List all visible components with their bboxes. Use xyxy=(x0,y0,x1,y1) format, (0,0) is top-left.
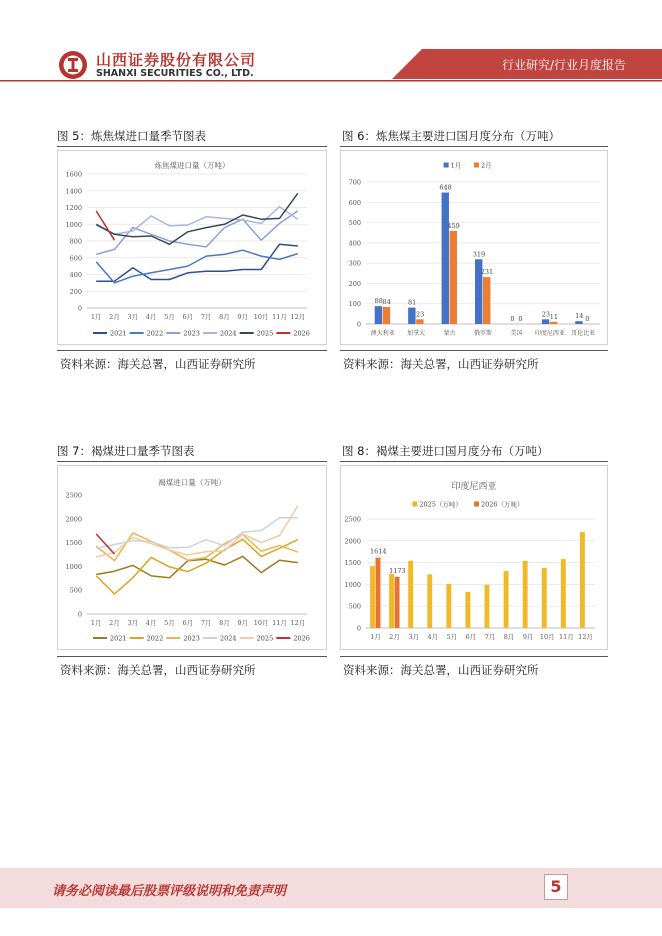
figure-8-x-tick-label: 4月 xyxy=(427,633,439,641)
figure-6-y-tick-label: 500 xyxy=(348,219,361,228)
figure-6-x-tick-label: 印度尼西亚 xyxy=(534,330,565,337)
figure-8-bar-2025（万吨）-12月 xyxy=(580,532,585,628)
figure-7-x-tick-label: 5月 xyxy=(164,619,175,627)
figure-8-y-tick-label: 2500 xyxy=(344,515,361,524)
figure-8-bar-2026（万吨）-2月 xyxy=(395,577,400,628)
figure-8-legend-label-2026（万吨）: 2026（万吨） xyxy=(481,500,524,509)
figure-5-y-tick-label: 800 xyxy=(69,237,82,246)
figure-5-x-tick-label: 6月 xyxy=(182,313,194,321)
figure-6-bar-2月-蒙古 xyxy=(450,231,457,324)
figure-6-x-tick-label: 加拿大 xyxy=(407,330,426,337)
figure-7-x-tick-label: 1月 xyxy=(90,619,102,627)
figure-6-top-rule xyxy=(340,146,608,147)
figure-7-x-tick-label: 4月 xyxy=(145,619,157,627)
figure-6-data-label: 84 xyxy=(382,297,391,306)
figure-6-x-tick-label: 美国 xyxy=(510,330,523,337)
figure-7-y-tick-label: 1000 xyxy=(65,562,82,571)
figure-7-title: 褐煤进口量（万吨） xyxy=(158,478,226,487)
figure-6-bar-1月-哥伦比亚 xyxy=(575,321,582,324)
figure-8-x-tick-label: 7月 xyxy=(484,633,496,641)
figure-7-y-tick-label: 2500 xyxy=(65,491,82,500)
figure-5-legend-label-2024: 2024 xyxy=(220,329,237,338)
figure-5-x-tick-label: 12月 xyxy=(290,313,306,321)
figure-5-chart xyxy=(57,150,327,345)
figure-8-bar-2025（万吨）-3月 xyxy=(408,561,413,628)
figure-5-x-tick-label: 1月 xyxy=(90,313,102,321)
figure-6-title: 图 6：炼焦煤主要进口国月度分布（万吨） xyxy=(342,129,560,143)
figure-6-legend-label-1月: 1月 xyxy=(450,161,462,170)
figure-5-x-tick-label: 2月 xyxy=(109,313,120,321)
figure-6-data-label: 459 xyxy=(447,221,460,230)
figure-6-y-tick-label: 400 xyxy=(348,239,361,248)
figure-5-x-tick-label: 3月 xyxy=(127,313,139,321)
figure-8-top-rule xyxy=(340,461,608,462)
figure-6-data-label: 23 xyxy=(416,310,425,319)
figure-5-y-tick-label: 1400 xyxy=(65,187,82,196)
figure-8-y-tick-label: 1000 xyxy=(344,580,361,589)
header-rule xyxy=(0,80,662,86)
figure-7-x-tick-label: 8月 xyxy=(219,619,230,627)
footer-disclaimer: 请务必阅读最后股票评级说明和免责声明 xyxy=(52,884,287,899)
figure-8-bar-2026（万吨）-1月 xyxy=(376,558,381,628)
figure-5-source: 资料来源：海关总署，山西证券研究所 xyxy=(60,357,256,371)
figure-5-x-tick-label: 5月 xyxy=(164,313,175,321)
figure-6-data-label: 14 xyxy=(575,312,584,321)
figure-8-x-tick-label: 12月 xyxy=(578,633,593,641)
figure-6-bar-1月-印度尼西亚 xyxy=(542,319,549,324)
figure-8-y-tick-label: 0 xyxy=(356,624,361,633)
figure-7-x-tick-label: 10月 xyxy=(253,619,269,627)
company-name-en: SHANXI SECURITIES CO., LTD. xyxy=(96,68,254,79)
figure-5-title: 炼焦煤进口量（万吨） xyxy=(154,161,230,170)
figure-8-x-tick-label: 1月 xyxy=(370,633,381,641)
figure-5-x-tick-label: 7月 xyxy=(200,313,212,321)
figure-6-y-tick-label: 300 xyxy=(348,259,361,268)
figure-8-x-tick-label: 10月 xyxy=(539,633,555,641)
figure-8-bottom-rule xyxy=(340,656,608,657)
figure-6-y-tick-label: 200 xyxy=(348,279,361,288)
figure-5-x-tick-label: 9月 xyxy=(237,313,249,321)
figure-6-bar-1月-澳大利亚 xyxy=(375,306,382,324)
figure-6-data-label: 88 xyxy=(374,297,383,306)
figure-6-data-label: 648 xyxy=(439,183,452,192)
figure-8-x-tick-label: 2月 xyxy=(389,633,400,641)
figure-6-data-label: 231 xyxy=(480,268,494,277)
figure-8-bar-2025（万吨）-9月 xyxy=(523,561,528,628)
figure-6-bar-2月-印度尼西亚 xyxy=(550,322,557,324)
figure-8-legend-label-2025（万吨）: 2025（万吨） xyxy=(419,500,462,509)
figure-6-y-tick-label: 100 xyxy=(348,300,361,309)
figure-8-y-tick-label: 2000 xyxy=(344,537,361,546)
figure-8-title: 印度尼西亚 xyxy=(451,482,497,492)
figure-5-x-tick-label: 11月 xyxy=(272,313,287,321)
figure-5-bottom-rule xyxy=(57,350,327,351)
figure-7-y-tick-label: 2000 xyxy=(65,515,82,524)
figure-8-x-tick-label: 5月 xyxy=(446,633,458,641)
figure-6-data-label: 11 xyxy=(549,312,558,321)
figure-8-data-label: 1173 xyxy=(389,566,406,575)
figure-8-x-tick-label: 9月 xyxy=(522,633,534,641)
figure-7-source: 资料来源：海关总署，山西证券研究所 xyxy=(60,663,256,677)
figure-5-legend-label-2022: 2022 xyxy=(146,329,164,338)
figure-8-bar-2025（万吨）-7月 xyxy=(485,585,490,628)
figure-5-title: 图 5：炼焦煤进口量季节图表 xyxy=(57,129,206,143)
figure-7-legend-label-2025: 2025 xyxy=(256,634,274,643)
figure-6-x-tick-label: 蒙古 xyxy=(443,330,456,337)
figure-6-bar-2月-俄罗斯 xyxy=(483,277,490,324)
figure-8-chart xyxy=(340,465,608,650)
figure-7-x-tick-label: 2月 xyxy=(109,619,120,627)
figure-6-source: 资料来源：海关总署，山西证券研究所 xyxy=(343,357,539,371)
figure-8-x-tick-label: 8月 xyxy=(503,633,515,641)
figure-8-bar-2025（万吨）-8月 xyxy=(504,571,509,628)
figure-6-data-label: 23 xyxy=(541,310,550,319)
figure-5-legend-label-2025: 2025 xyxy=(256,329,274,338)
figure-6-legend-swatch-1月 xyxy=(444,163,449,168)
figure-6-y-tick-label: 700 xyxy=(348,178,361,187)
figure-5-x-tick-label: 8月 xyxy=(219,313,230,321)
figure-7-x-tick-label: 11月 xyxy=(272,619,287,627)
figure-5-y-tick-label: 0 xyxy=(77,304,82,313)
figure-6-y-tick-label: 600 xyxy=(348,198,361,207)
figure-7-x-tick-label: 3月 xyxy=(127,619,139,627)
figure-7-top-rule xyxy=(57,461,327,462)
figure-5-y-tick-label: 1600 xyxy=(65,170,82,179)
figure-8-x-tick-label: 11月 xyxy=(558,633,574,641)
company-name-cn: 山西证券股份有限公司 xyxy=(96,51,257,69)
figure-6-bar-1月-蒙古 xyxy=(442,193,449,324)
figure-7-x-tick-label: 9月 xyxy=(237,619,249,627)
report-section-label: 行业研究/行业月度报告 xyxy=(501,58,626,72)
shanxi-securities-logo-icon xyxy=(58,50,88,80)
figure-6-data-label: 319 xyxy=(472,250,486,259)
figure-6-data-label: 0 xyxy=(585,315,590,323)
figure-8-bar-2025（万吨）-2月 xyxy=(389,574,394,628)
figure-5-top-rule xyxy=(57,146,327,147)
figure-5-legend-label-2023: 2023 xyxy=(183,329,200,338)
figure-6-bottom-rule xyxy=(340,350,608,351)
figure-7-title: 图 7：褐煤进口量季节图表 xyxy=(57,444,195,458)
figure-6-data-label: 81 xyxy=(408,298,417,307)
figure-8-data-label: 1614 xyxy=(370,547,387,556)
figure-5-y-tick-label: 1200 xyxy=(65,204,82,212)
figure-8-bar-2025（万吨）-11月 xyxy=(561,559,566,628)
figure-6-legend-swatch-2月 xyxy=(474,163,479,168)
figure-6-x-tick-label: 哥伦比亚 xyxy=(571,330,596,337)
figure-8-x-tick-label: 3月 xyxy=(408,633,420,641)
figure-7-x-tick-label: 6月 xyxy=(182,619,194,627)
figure-7-y-tick-label: 500 xyxy=(69,586,82,595)
figure-5-legend-label-2021: 2021 xyxy=(110,329,127,338)
figure-7-legend-label-2024: 2024 xyxy=(220,634,237,643)
figure-6-data-label: 0 xyxy=(510,315,515,323)
figure-7-legend-label-2022: 2022 xyxy=(146,634,164,643)
figure-8-bar-2025（万吨）-6月 xyxy=(465,592,470,628)
figure-8-frame xyxy=(341,466,608,650)
figure-5-y-tick-label: 200 xyxy=(69,287,82,296)
figure-7-y-tick-label: 0 xyxy=(77,610,82,619)
figure-6-bar-1月-加拿大 xyxy=(408,308,415,324)
figure-7-bottom-rule xyxy=(57,656,327,657)
figure-8-bar-2025（万吨）-4月 xyxy=(427,574,432,628)
figure-6-x-tick-label: 澳大利亚 xyxy=(370,330,395,337)
figure-5-legend-label-2026: 2026 xyxy=(293,329,310,338)
figure-5-y-tick-label: 1000 xyxy=(65,220,82,229)
figure-5-y-tick-label: 400 xyxy=(69,271,82,279)
page-number: 5 xyxy=(544,874,568,900)
figure-6-legend-label-2月: 2月 xyxy=(481,161,492,170)
figure-5-y-tick-label: 600 xyxy=(69,254,82,263)
figure-6-bar-2月-澳大利亚 xyxy=(383,307,390,324)
figure-7-legend-label-2021: 2021 xyxy=(110,634,127,643)
figure-8-bar-2025（万吨）-1月 xyxy=(370,566,375,628)
figure-6-chart xyxy=(340,150,608,345)
figure-8-y-tick-label: 1500 xyxy=(344,559,361,568)
figure-8-bar-2025（万吨）-5月 xyxy=(446,584,451,628)
figure-6-x-tick-label: 俄罗斯 xyxy=(473,330,493,337)
figure-8-legend-swatch-2025（万吨） xyxy=(412,502,417,507)
figure-7-x-tick-label: 12月 xyxy=(290,619,306,627)
figure-6-y-tick-label: 0 xyxy=(356,320,361,329)
figure-8-source: 资料来源：海关总署，山西证券研究所 xyxy=(343,663,539,677)
figure-7-chart xyxy=(57,465,327,650)
figure-8-legend-swatch-2026（万吨） xyxy=(474,502,479,507)
figure-8-y-tick-label: 500 xyxy=(348,602,361,611)
figure-5-x-tick-label: 4月 xyxy=(145,313,157,321)
figure-8-title: 图 8：褐煤主要进口国月度分布（万吨） xyxy=(342,444,549,458)
figure-6-data-label: 0 xyxy=(518,315,523,323)
figure-6-bar-2月-加拿大 xyxy=(416,319,423,324)
figure-7-y-tick-label: 1500 xyxy=(65,539,82,548)
figure-7-x-tick-label: 7月 xyxy=(200,619,212,627)
figure-8-bar-2025（万吨）-10月 xyxy=(542,568,547,628)
figure-7-legend-label-2026: 2026 xyxy=(293,634,310,643)
figure-8-x-tick-label: 6月 xyxy=(465,633,477,641)
figure-7-legend-label-2023: 2023 xyxy=(183,634,200,643)
figure-5-x-tick-label: 10月 xyxy=(253,313,269,321)
